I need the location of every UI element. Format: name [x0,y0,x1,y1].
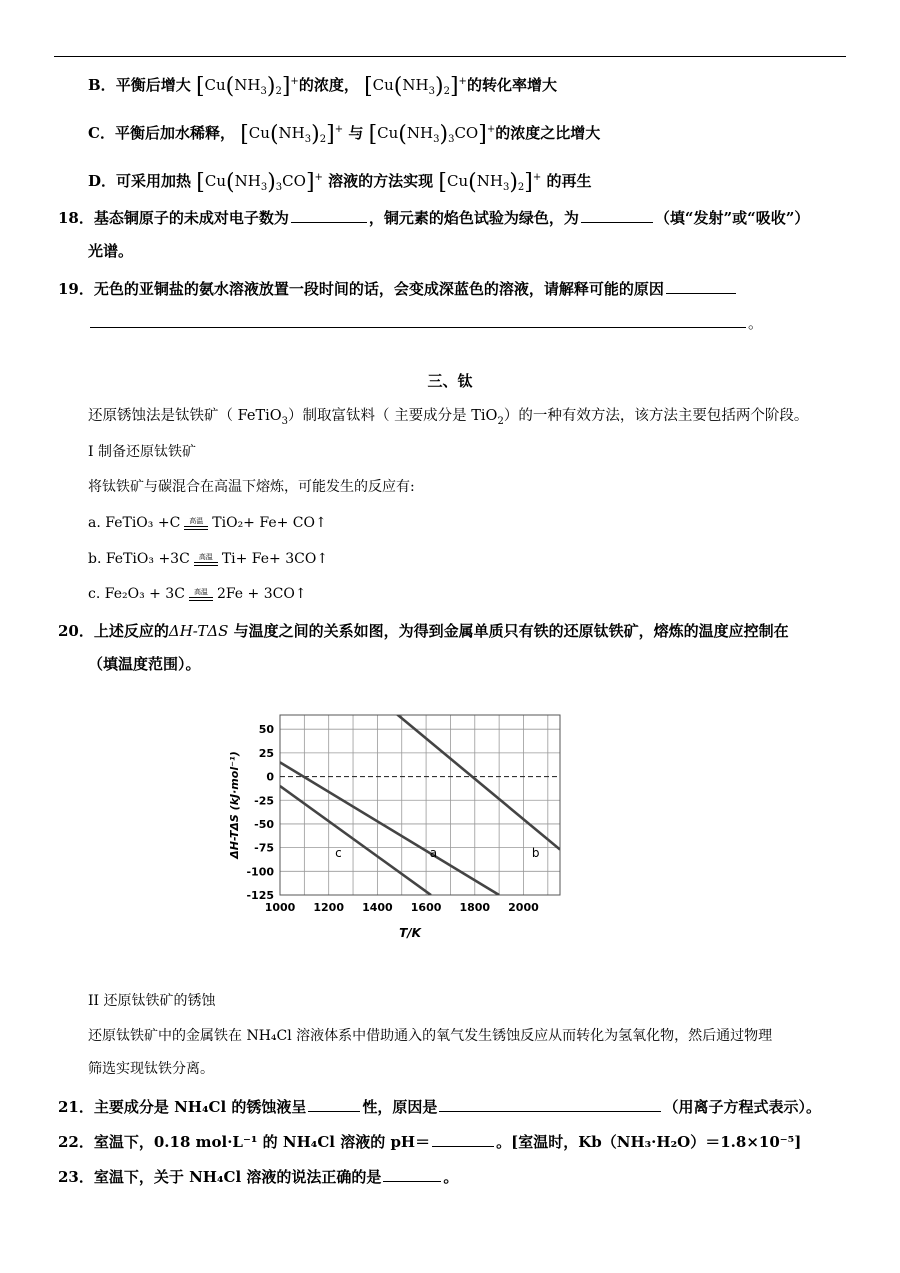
reaction-b: b. FeTiO₃ +3C 高温 Ti+ Fe+ 3CO↑ [88,551,329,567]
option-d: D．可采用加热 $[Cu(NH_3)_3CO]^+$ 溶液的方法实现 $[Cu(NH_3)_2]^+$ 的再生 [88,170,592,195]
section-intro: 还原锈蚀法是钛铁矿（ FeTiO$_3$）制取富钛料（ 主要成分是 TiO$_2$）的一种有效方法，该方法主要包括两个阶段。 [88,408,809,427]
stage-2-description: 还原钛铁矿中的金属铁在 NH₄Cl 溶液体系中借助通入的氧气发生锈蚀反应从而转化为氢氧化物，然后通过物理 [88,1028,773,1044]
y-tick-label: -100 [246,865,274,879]
y-tick-label: -25 [254,794,274,808]
x-axis-label: T/K [399,926,421,940]
answer-blank[interactable] [666,278,736,294]
question-22: 22．室温下，0.18 mol·L⁻¹ 的 NH₄Cl 溶液的 pH＝ 。[室温时，Kb（NH₃·H₂O）＝1.8×10⁻⁵] [58,1133,802,1151]
series-label-c: c [335,846,342,861]
question-19: 19．无色的亚铜盐的氨水溶液放置一段时间的话，会变成深蓝色的溶液，请解释可能的原因 [58,278,738,300]
section-title: 三、钛 [427,372,473,390]
y-tick-label: -50 [254,817,274,831]
x-tick-label: 1200 [313,901,345,914]
stage-1-title: I 制备还原钛铁矿 [88,444,196,460]
chart-lines [280,712,560,895]
x-tick-label: 2000 [508,901,539,914]
series-line-a [280,762,499,895]
high-temperature-condition: 高温 [184,517,208,530]
answer-blank[interactable] [291,207,367,223]
complex-cu-nh3-2: $[Cu(NH_3)_2]^+$ [438,170,542,195]
reaction-c: c. Fe₂O₃ + 3C 高温 2Fe + 3CO↑ [88,586,307,602]
x-tick-label: 1400 [362,901,393,914]
answer-blank[interactable] [308,1096,360,1112]
y-tick-label: 25 [258,746,274,760]
question-21: 21．主要成分是 NH₄Cl 的锈蚀液呈 性，原因是 （用离子方程式表示）。 [58,1098,821,1116]
high-temperature-condition: 高温 [194,553,218,566]
y-axis-label: ΔH-TΔS (kJ·mol⁻¹) [228,751,241,859]
y-tick-label: 50 [258,723,274,737]
answer-blank[interactable] [383,1166,441,1182]
complex-cu-nh3-2: $[Cu(NH_3)_2]^+$ [364,74,467,99]
high-temperature-condition: 高温 [189,588,213,601]
question-23: 23．室温下，关于 NH₄Cl 溶液的说法正确的是 。 [58,1168,459,1186]
y-tick-label: 0 [266,770,274,784]
complex-cu-nh3-3-co: $[Cu(NH_3)_3CO]^+$ [368,122,496,147]
x-tick-label: 1600 [410,901,442,914]
answer-blank[interactable] [581,207,653,223]
series-line-b [394,712,560,849]
reaction-a: a. FeTiO₃ +C 高温 TiO₂+ Fe+ CO↑ [88,515,327,531]
stage-1-description: 将钛铁矿与碳混合在高温下熔炼，可能发生的反应有: [88,479,415,495]
plot-frame [280,715,560,895]
question-18-continued: 光谱。 [88,242,134,260]
answer-blank[interactable] [439,1096,661,1112]
delta-g-temperature-chart [220,700,580,950]
chart-axes [228,715,560,940]
option-c: C．平衡后加水稀释， $[Cu(NH_3)_2]^+$ 与 $[Cu(NH_3)_3CO]^+$的浓度之比增大 [88,122,601,147]
series-label-a: a [429,846,438,861]
x-tick-label: 1800 [459,901,491,914]
series-label-b: b [531,846,540,861]
y-tick-label: -75 [254,841,274,855]
question-20-continued: （填温度范围）。 [88,655,201,673]
chart-grid [280,715,560,895]
complex-cu-nh3-2: $[Cu(NH_3)_2]^+$ [195,74,299,99]
answer-blank[interactable] [432,1131,494,1147]
stage-2-title: II 还原钛铁矿的锈蚀 [88,993,216,1009]
stage-2-description-continued: 筛选实现钛铁分离。 [88,1061,214,1077]
question-20: 20．上述反应的ΔH-TΔS 与温度之间的关系如图，为得到金属单质只有铁的还原钛铁矿，熔炼的温度应控制在 [58,622,789,640]
question-18: 18．基态铜原子的未成对电子数为 ，铜元素的焰色试验为绿色，为 （填“发射”或“吸收”） [58,209,810,227]
x-tick-label: 1000 [264,901,296,914]
answer-blank[interactable] [90,312,746,328]
complex-cu-nh3-2: $[Cu(NH_3)_2]^+$ [240,122,344,147]
complex-cu-nh3-3-co: $[Cu(NH_3)_3CO]^+$ [196,170,323,195]
question-19-answer-line: 。 [88,312,763,334]
y-tick-label: -125 [246,889,274,902]
header-rule [54,56,846,57]
option-b: B．平衡后增大 $[Cu(NH_3)_2]^+$的浓度， $[Cu(NH_3)_2]^+$的转化率增大 [88,74,557,99]
